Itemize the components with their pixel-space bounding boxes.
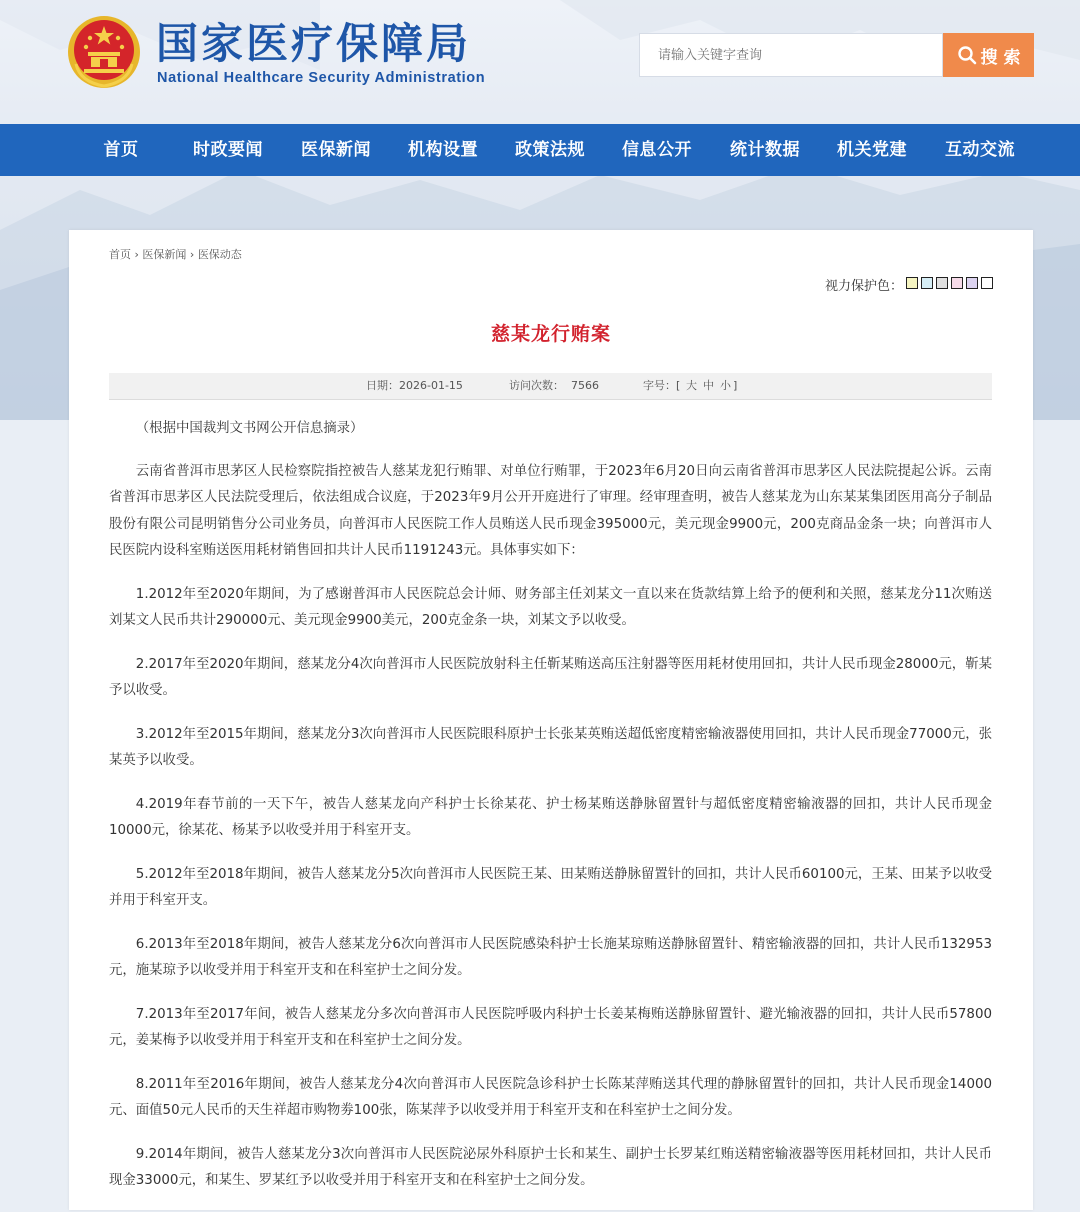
breadcrumb-separator: ›: [134, 248, 139, 261]
article-date: 2026-01-15: [399, 379, 463, 392]
font-size-close: ]: [733, 379, 738, 392]
article-source-note: （根据中国裁判文书网公开信息摘录）: [135, 421, 364, 436]
article-paragraph: 云南省普洱市思茅区人民检察院指控被告人慈某龙犯行贿罪、对单位行贿罪，于2023年6月20日向云南省普洱市思茅区人民法院提起公诉。云南省普洱市思茅区人民法院受理后，依法组成合议庭，于2023年9月公开开庭进行了审理。经审理查明，被告人慈某龙为山东某某集团医用高分子制品股份有限公司昆明销售分公司业务员，向普洱市人民医院工作人员贿送人民币现金395000元，美元现金9900元，200克商品金条一块；向普洱市人民医院内设科室贿送医用耗材销售回扣共计人民币1191243元。具体事实如下：: [109, 463, 992, 558]
article-paragraph: 3.2012年至2015年期间，慈某龙分3次向普洱市人民医院眼科原护士长张某英贿送超低密度精密输液器使用回扣，共计人民币现金77000元，张某英予以收受。: [109, 726, 992, 768]
main-nav: [0, 124, 1080, 176]
nav-item-party[interactable]: 机关党建: [837, 140, 907, 160]
site-name-cn[interactable]: 国家医疗保障局: [156, 19, 472, 68]
nav-item-home[interactable]: 首页: [103, 140, 139, 160]
vision-protection: [825, 275, 993, 294]
breadcrumb: [109, 246, 242, 262]
search-button-label: 搜 索: [980, 47, 1021, 68]
article-title: 慈某龙行贿案: [490, 323, 611, 345]
font-size-medium[interactable]: 中: [703, 379, 714, 392]
search-icon: [957, 45, 977, 65]
national-emblem-icon: [66, 14, 142, 90]
breadcrumb-healthcare-news[interactable]: 医保新闻: [142, 248, 187, 261]
breadcrumb-home[interactable]: 首页: [109, 248, 131, 261]
font-size-label: 字号：[: [643, 379, 681, 392]
article-paragraph: 6.2013年至2018年期间，被告人慈某龙分6次向普洱市人民医院感染科护士长施某琼贿送静脉留置针、精密输液器的回扣，共计人民币132953元，施某琼予以收受并用于科室开支和在科室护士之间分发。: [109, 936, 992, 978]
nav-item-policy[interactable]: 政策法规: [515, 140, 585, 160]
article-body: [109, 416, 992, 1212]
color-swatch[interactable]: [906, 277, 918, 289]
nav-item-organization[interactable]: 机构设置: [408, 140, 478, 160]
article-paragraph: 9.2014年期间，被告人慈某龙分3次向普洱市人民医院泌尿外科原护士长和某生、副护士长罗某红贿送精密输液器等医用耗材回扣，共计人民币现金33000元，和某生、罗某红予以收受并用于科室开支和在科室护士之间分发。: [109, 1146, 992, 1188]
article-meta-bar: [109, 373, 992, 400]
article-paragraph: 7.2013年至2017年间，被告人慈某龙分多次向普洱市人民医院呼吸内科护士长姜某梅贿送静脉留置针、避光输液器的回扣，共计人民币57800元，姜某梅予以收受并用于科室开支和在科室护士之间分发。: [109, 1006, 992, 1048]
article-paragraph: 5.2012年至2018年期间，被告人慈某龙分5次向普洱市人民医院王某、田某贿送静脉留置针的回扣，共计人民币60100元，王某、田某予以收受并用于科室开支。: [109, 866, 992, 908]
vision-protection-label: 视力保护色：: [824, 279, 903, 294]
site-header: [0, 0, 1080, 124]
search-input[interactable]: [639, 33, 943, 77]
search-button[interactable]: [943, 33, 1034, 77]
nav-item-healthcare-news[interactable]: 医保新闻: [301, 140, 371, 160]
article-panel: [69, 230, 1033, 1210]
date-label: 日期：: [366, 379, 399, 392]
breadcrumb-healthcare-updates[interactable]: 医保动态: [197, 248, 242, 261]
color-swatch[interactable]: [981, 277, 993, 289]
article-paragraph: 1.2012年至2020年期间，为了感谢普洱市人民医院总会计师、财务部主任刘某文一直以来在货款结算上给予的便利和关照，慈某龙分11次贿送刘某文人民币共计290000元、美元现金9900美元，200克金条一块，刘某文予以收受。: [109, 586, 992, 628]
article-paragraph: 4.2019年春节前的一天下午，被告人慈某龙向产科护士长徐某花、护士杨某贿送静脉留置针与超低密度精密输液器的回扣，共计人民币现金10000元，徐某花、杨某予以收受并用于科室开支。: [109, 796, 992, 838]
nav-item-statistics[interactable]: 统计数据: [730, 140, 800, 160]
nav-item-interaction[interactable]: 互动交流: [945, 140, 1015, 160]
color-swatch[interactable]: [966, 277, 978, 289]
nav-item-disclosure[interactable]: 信息公开: [622, 140, 692, 160]
font-size-small[interactable]: 小: [720, 379, 731, 392]
visit-count: 7566: [571, 379, 599, 392]
color-swatches: [903, 277, 993, 293]
color-swatch[interactable]: [936, 277, 948, 289]
site-name-en[interactable]: National Healthcare Security Administration: [157, 70, 486, 86]
article-paragraph: 2.2017年至2020年期间，慈某龙分4次向普洱市人民医院放射科主任靳某贿送高压注射器等医用耗材使用回扣，共计人民币现金28000元，靳某予以收受。: [109, 656, 992, 698]
font-size-large[interactable]: 大: [686, 379, 697, 392]
nav-item-current-affairs[interactable]: 时政要闻: [193, 140, 263, 160]
color-swatch[interactable]: [951, 277, 963, 289]
visits-label: 访问次数：: [509, 379, 564, 392]
breadcrumb-separator: ›: [189, 248, 195, 261]
article-paragraph: 8.2011年至2016年期间，被告人慈某龙分4次向普洱市人民医院急诊科护士长陈某萍贿送其代理的静脉留置针的回扣，共计人民币现金14000元、面值50元人民币的天生祥超市购物劵100张，陈某萍予以收受并用于科室开支和在科室护士之间分发。: [109, 1076, 992, 1118]
color-swatch[interactable]: [921, 277, 933, 289]
